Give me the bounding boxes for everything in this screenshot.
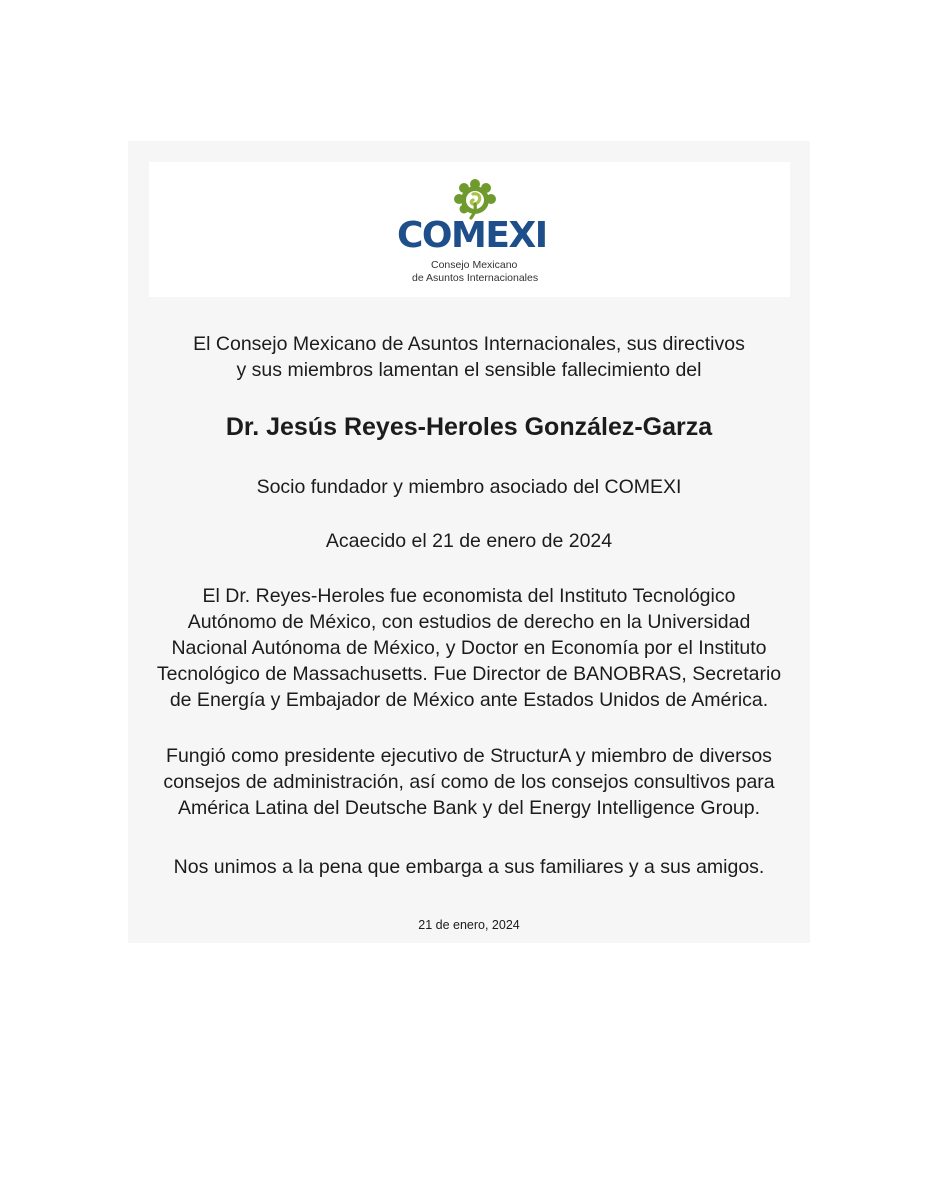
logo-banner [149, 162, 790, 297]
role-line: Socio fundador y miembro asociado del COMEXI [256, 476, 682, 498]
logo-wordmark: COMEXI [397, 215, 547, 256]
comexi-logo [397, 176, 557, 291]
obituary-card [128, 141, 810, 943]
bio-line: Tecnológico de Massachusetts. Fue Director de BANOBRAS, Secretario [156, 663, 782, 685]
career-line: América Latina del Deutsche Bank y del Energy Intelligence Group. [177, 797, 761, 819]
biography-paragraph [128, 583, 810, 713]
intro-line: El Consejo Mexicano de Asuntos Internacionales, sus directivos [193, 333, 745, 355]
intro-paragraph [128, 331, 810, 383]
condolence-line: Nos unimos a la pena que embarga a sus familiares y a sus amigos. [173, 856, 765, 878]
intro-line: y sus miembros lamentan el sensible fallecimiento del [236, 359, 702, 381]
career-line: consejos de administración, así como de los consejos consultivos para [163, 771, 775, 793]
bio-line: Nacional Autónoma de México, y Doctor en Economía por el Instituto [171, 637, 767, 659]
logo-subtitle-line1: Consejo Mexicano [431, 259, 518, 271]
bio-line: El Dr. Reyes-Heroles fue economista del Instituto Tecnológico [202, 585, 736, 607]
deceased-name: Dr. Jesús Reyes-Heroles González-Garza [225, 413, 713, 441]
bio-line: de Energía y Embajador de México ante Estados Unidos de América. [169, 689, 769, 711]
death-date-line: Acaecido el 21 de enero de 2024 [325, 530, 613, 552]
bio-line: Autónomo de México, con estudios de derecho en la Universidad [187, 611, 751, 633]
career-line: Fungió como presidente ejecutivo de StructurA y miembro de diversos [166, 745, 772, 767]
footer-date: 21 de enero, 2024 [418, 918, 520, 932]
logo-subtitle-line2: de Asuntos Internacionales [412, 272, 539, 284]
career-paragraph [128, 743, 810, 821]
